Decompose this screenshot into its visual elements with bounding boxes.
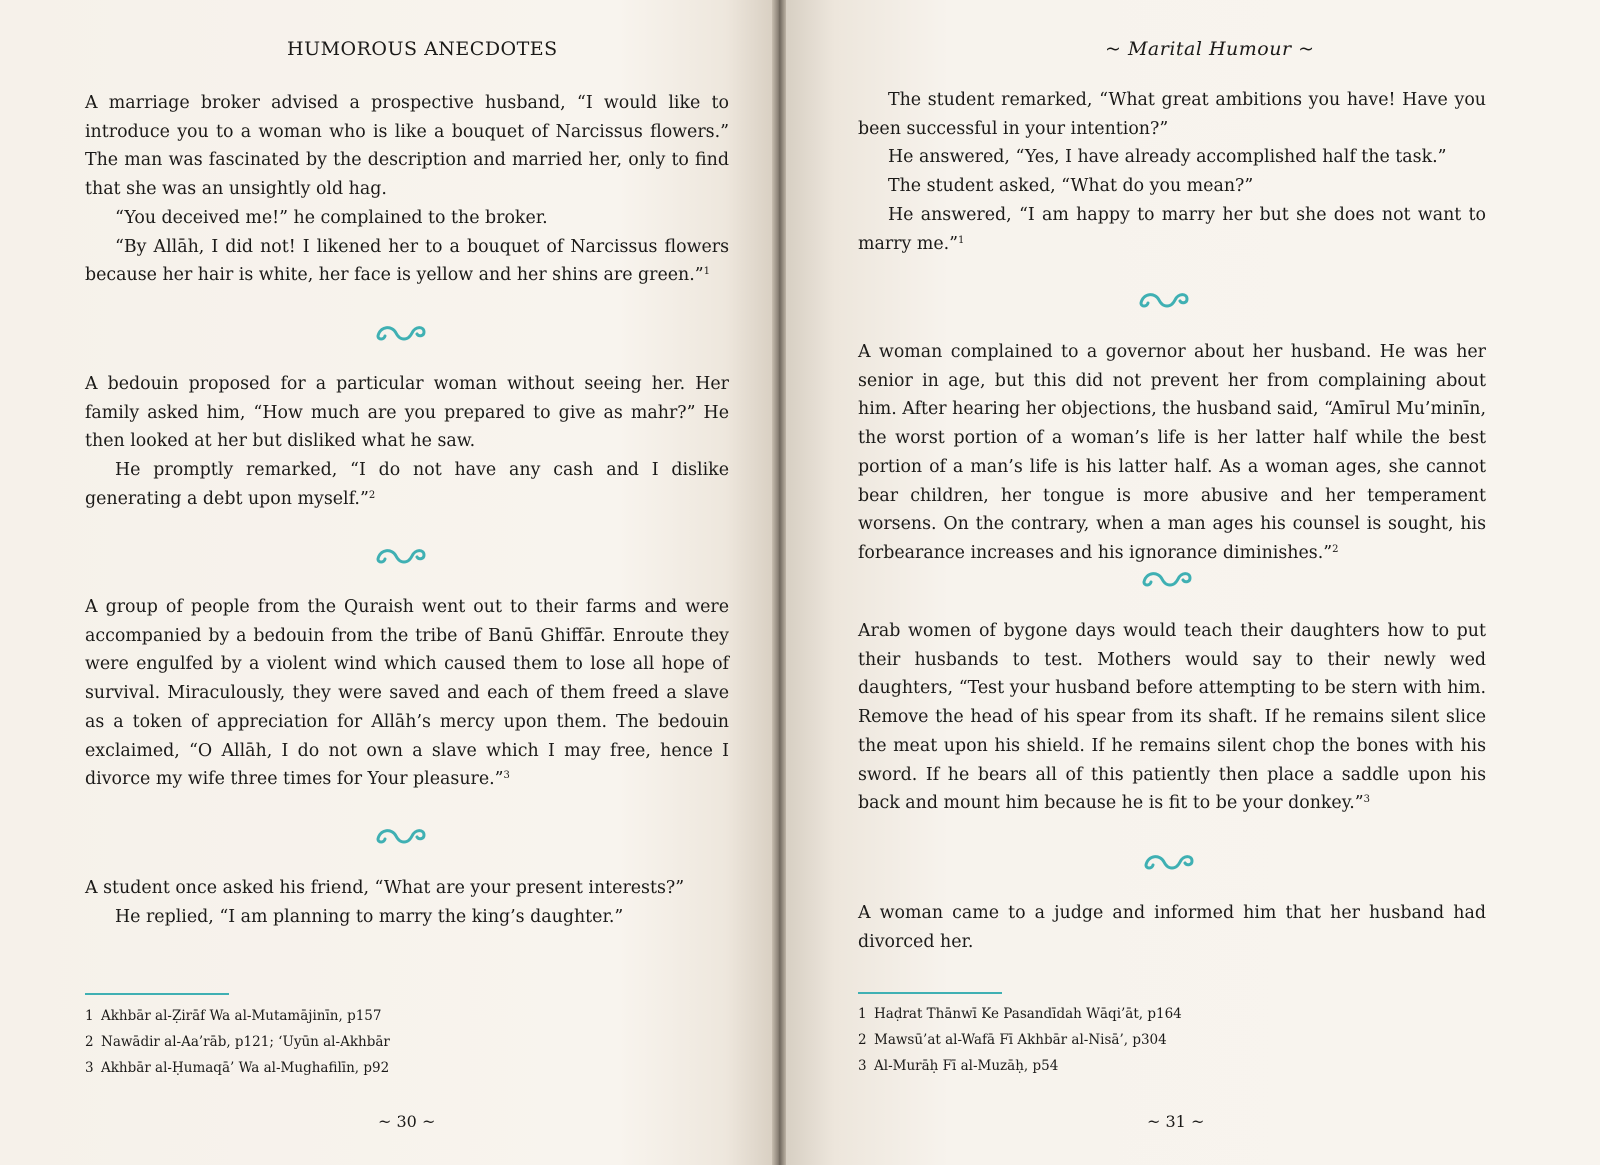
right-page-number: ~ 31 ~ — [1147, 1112, 1205, 1131]
footnote-ref: 1 — [703, 266, 711, 278]
footnote-ref: 2 — [368, 489, 376, 501]
footnote: 2 Nawādir al-Aa’rāb, p121; ‘Uyūn al-Akhbār — [85, 1034, 390, 1050]
footnote-ref: 3 — [503, 770, 510, 782]
flourish-ornament-icon — [374, 545, 428, 567]
footnote: 3 Akhbār al-Ḥumaqā’ Wa al-Mughafilīn, p92 — [85, 1060, 390, 1076]
right-anecdote-2 — [858, 338, 1486, 568]
footnote-ref: 1 — [958, 234, 965, 246]
footnote: 1 Akhbār al-Ẓirāf Wa al-Mutamājinīn, p157 — [85, 1008, 382, 1024]
right-anecdote-4 — [858, 899, 1486, 956]
footnote-rule — [858, 992, 1002, 994]
left-footnotes — [85, 1003, 390, 1081]
footnote: 3 Al-Murāḥ Fī al-Muzāḥ, p54 — [858, 1058, 1059, 1074]
footnote: 2 Mawsū’at al-Wafā Fī Akhbār al-Nisā’, p304 — [858, 1032, 1167, 1048]
flourish-ornament-icon — [1137, 289, 1191, 311]
footnote: 1 Haḍrat Thānwī Ke Pasandīdah Wāqi’āt, p164 — [858, 1006, 1182, 1022]
paragraph: A marriage broker advised a prospective husband, “I would like to introduce you to a woman who is like a bouquet of Narcissus flowers.” The man was fascinated by the description and married her, only to find that she was an unsightly old hag. — [85, 93, 729, 200]
left-anecdote-4 — [85, 874, 729, 931]
footnote-rule — [85, 993, 229, 995]
right-running-head: ~ Marital Humour ~ — [1105, 38, 1315, 60]
left-page-number: ~ 30 ~ — [378, 1112, 436, 1131]
paragraph: A group of people from the Quraish went out to their farms and were accompanied by a bedouin from the tribe of Banū Ghiffār. Enroute they were engulfed by a violent wind which caused them to lose all hope of survival. Miraculously, they were saved and each of them freed a slave as a token of appreciation for Allāh’s mercy upon them. The bedouin exclaimed, “O Allāh, I do not own a slave which I may free, hence I divorce my wife three times for Your pleasure.”$^3$ — [85, 597, 729, 790]
right-anecdote-3 — [858, 617, 1486, 818]
left-anecdote-3 — [85, 593, 729, 794]
paragraph: “By Allāh, I did not! I likened her to a bouquet of Narcissus flowers because her hair is white, her face is yellow and her shins are green.”$^1$ — [85, 236, 729, 286]
paragraph: He promptly remarked, “I do not have any cash and I dislike generating a debt upon myself.”$^2$ — [85, 460, 729, 509]
paragraph: A woman came to a judge and informed him that her husband had divorced her. — [858, 903, 1486, 952]
left-running-head: HUMOROUS ANECDOTES — [287, 38, 558, 60]
paragraph: The student asked, “What do you mean?” — [888, 176, 1254, 197]
paragraph: He answered, “I am happy to marry her but she does not want to marry me.”$^1$ — [858, 204, 1486, 254]
flourish-ornament-icon — [374, 322, 428, 344]
flourish-ornament-icon — [374, 825, 428, 847]
footnote-ref: 3 — [1363, 794, 1371, 806]
flourish-ornament-icon — [1142, 851, 1196, 873]
flourish-ornament-icon — [1140, 568, 1194, 590]
book-gutter — [772, 0, 786, 1165]
left-anecdote-2 — [85, 370, 729, 514]
paragraph: “You deceived me!” he complained to the broker. — [115, 207, 548, 228]
paragraph: He answered, “Yes, I have already accomplished half the task.” — [888, 147, 1447, 168]
right-footnotes — [858, 1001, 1182, 1079]
paragraph: A student once asked his friend, “What are your present interests?” — [85, 878, 685, 898]
left-anecdote-1 — [85, 89, 729, 290]
paragraph: He replied, “I am planning to marry the king’s daughter.” — [115, 906, 624, 927]
paragraph: A woman complained to a governor about her husband. He was her senior in age, but this did not prevent her from complaining about him. After hearing her objections, the husband said, “Amīrul Mu’minīn, the worst portion of a woman’s life is her latter half while the best portion of a man’s life is his latter half. As a woman ages, she cannot bear children, her tongue is more abusive and her temperament worsens. On the contrary, when a man ages his counsel is sought, his forbearance increases and his ignorance diminishes.”$^2$ — [858, 342, 1486, 563]
right-anecdote-1 — [858, 86, 1486, 258]
footnote-ref: 2 — [1332, 543, 1339, 555]
paragraph: A bedouin proposed for a particular woman without seeing her. Her family asked him, “How much are you prepared to give as mahr?” He then looked at her but disliked what he saw. — [85, 374, 729, 452]
paragraph: Arab women of bygone days would teach their daughters how to put their husbands to test. Mothers would say to their newly wed daughters, “Test your husband before attempting to be stern with him. Remove the head of his spear from its shaft. If he remains silent slice the meat upon his shield. If he remains silent chop the bones with his sword. If he bears all of this patiently then place a saddle upon his back and mount him because he is fit to be your donkey.”$^3$ — [858, 621, 1486, 814]
paragraph: The student remarked, “What great ambitions you have! Have you been successful in your intention?” — [858, 90, 1486, 139]
